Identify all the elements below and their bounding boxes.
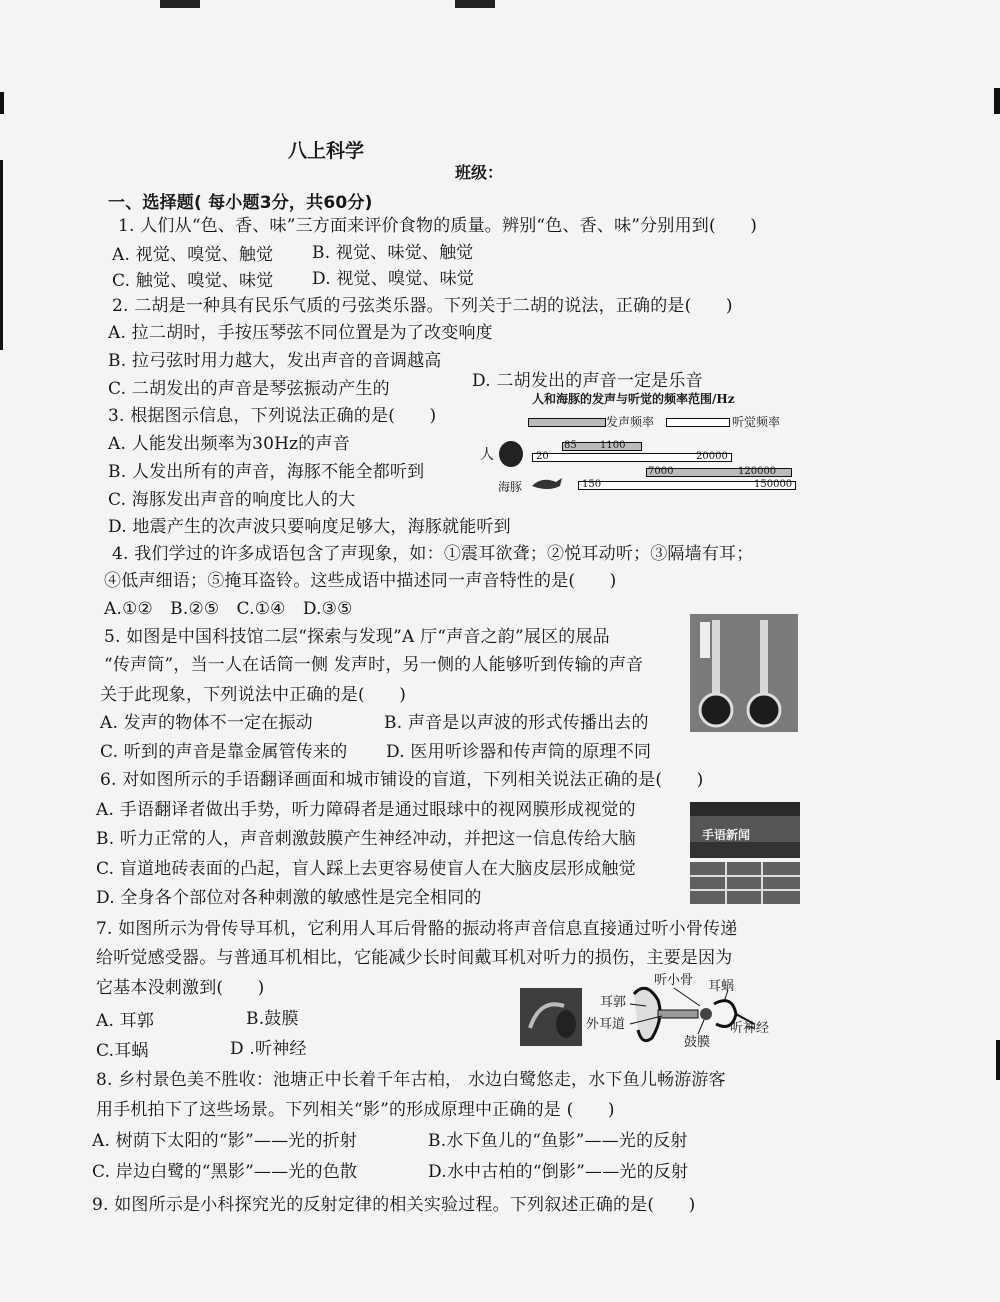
ear-structure-diagram bbox=[586, 974, 786, 1054]
legend-emit-swatch bbox=[528, 418, 606, 427]
section-heading: 一、选择题( 每小题3分，共60分) bbox=[108, 193, 373, 213]
q2-stem: 2. 二胡是一种具有民乐气质的弓弦类乐器。下列关于二胡的说法，正确的是( ) bbox=[112, 296, 733, 316]
speaking-tube-photo bbox=[690, 614, 798, 732]
q1-option-d: D. 视觉、嗅觉、味觉 bbox=[312, 269, 475, 289]
legend-hear-swatch bbox=[666, 418, 730, 427]
q5-stem-line1: 5. 如图是中国科技馆二层“探索与发现”A 厅“声音之韵”展区的展品 bbox=[104, 627, 610, 647]
label-auditory-nerve: 听神经 bbox=[730, 1021, 770, 1036]
q5-option-c: C. 听到的声音是靠金属管传来的 bbox=[100, 742, 348, 762]
q8-option-a: A. 树荫下太阳的“影”——光的折射 bbox=[92, 1131, 358, 1151]
q9-stem: 9. 如图所示是小科探究光的反射定律的相关实验过程。下列叙述正确的是( ) bbox=[92, 1195, 696, 1215]
human-label: 人 bbox=[480, 447, 494, 463]
label-eardrum: 鼓膜 bbox=[684, 1035, 711, 1050]
q3-option-b: B. 人发出所有的声音，海豚不能全都听到 bbox=[108, 462, 425, 482]
q3-option-d: D. 地震产生的次声波只要响度足够大，海豚就能听到 bbox=[108, 517, 511, 537]
q1-option-a: A. 视觉、嗅觉、触觉 bbox=[112, 245, 274, 265]
q3-option-a: A. 人能发出频率为30Hz的声音 bbox=[108, 434, 350, 454]
q7-option-a: A. 耳郭 bbox=[96, 1011, 155, 1031]
legend-emit-label: 发声频率 bbox=[606, 415, 655, 429]
q6-option-c: C. 盲道地砖表面的凸起，盲人踩上去更容易使盲人在大脑皮层形成触觉 bbox=[96, 859, 636, 879]
scan-edge-mark bbox=[0, 160, 3, 350]
label-ossicles: 听小骨 bbox=[654, 973, 694, 988]
human-hear-high: 20000 bbox=[696, 451, 728, 462]
q5-stem-line3: 关于此现象，下列说法中正确的是( ) bbox=[100, 685, 407, 705]
q8-stem-line2: 用手机拍下了这些场景。下列相关“影”的形成原理中正确的是 ( ) bbox=[96, 1100, 615, 1120]
label-auricle: 耳郭 bbox=[600, 995, 627, 1010]
q6-option-b: B. 听力正常的人，声音刺激鼓膜产生神经冲动，并把这一信息传给大脑 bbox=[96, 829, 636, 849]
dolphin-hear-low: 150 bbox=[582, 479, 602, 490]
q7-stem-line1: 7. 如图所示为骨传导耳机，它利用人耳后骨骼的振动将声音信息直接通过听小骨传递 bbox=[96, 919, 738, 939]
q2-option-c: C. 二胡发出的声音是琴弦振动产生的 bbox=[108, 379, 390, 399]
q6-option-a: A. 手语翻译者做出手势，听力障碍者是通过眼球中的视网膜形成视觉的 bbox=[96, 800, 636, 820]
frequency-range-figure bbox=[470, 392, 800, 502]
human-emit-high: 1100 bbox=[600, 440, 626, 451]
q1-stem: 1. 人们从“色、香、味”三方面来评价食物的质量。辨别“色、香、味”分别用到( ) bbox=[118, 216, 758, 236]
human-emit-low: 85 bbox=[564, 440, 577, 451]
q8-option-d: D.水中古柏的“倒影”——光的反射 bbox=[428, 1162, 689, 1182]
q7-option-b: B.鼓膜 bbox=[246, 1009, 299, 1029]
sign-language-caption: 手语新闻 bbox=[702, 828, 751, 842]
q5-option-d: D. 医用听诊器和传声筒的原理不同 bbox=[386, 742, 652, 762]
label-cochlea: 耳蜗 bbox=[708, 979, 735, 994]
dolphin-icon bbox=[530, 474, 564, 494]
q7-option-c: C.耳蜗 bbox=[96, 1041, 149, 1061]
scan-edge-mark bbox=[0, 92, 4, 114]
page-title: 八上科学 bbox=[288, 140, 365, 162]
dolphin-emit-high: 120000 bbox=[738, 466, 777, 477]
q4-stem-line1: 4. 我们学过的许多成语包含了声现象，如：①震耳欲聋；②悦耳动听；③隔墙有耳； bbox=[112, 544, 754, 564]
q1-option-c: C. 触觉、嗅觉、味觉 bbox=[112, 271, 274, 291]
q7-stem-line2: 给听觉感受器。与普通耳机相比，它能减少长时间戴耳机对听力的损伤，主要是因为 bbox=[96, 948, 733, 968]
q4-options: A.①② B.②⑤ C.①④ D.③⑤ bbox=[104, 599, 353, 619]
q1-option-b: B. 视觉、味觉、触觉 bbox=[312, 243, 474, 263]
q3-option-c: C. 海豚发出声音的响度比人的大 bbox=[108, 490, 356, 510]
q5-stem-line2: “传声筒”，当一人在话筒一侧 发声时，另一侧的人能够听到传输的声音 bbox=[104, 655, 644, 675]
dolphin-label: 海豚 bbox=[498, 480, 523, 494]
dolphin-emit-low: 7000 bbox=[648, 466, 674, 477]
sign-language-news-photo bbox=[690, 802, 800, 858]
class-label: 班级： bbox=[455, 163, 504, 182]
human-head-icon bbox=[494, 438, 528, 470]
q2-option-d: D. 二胡发出的声音一定是乐音 bbox=[472, 371, 703, 391]
legend-hear-label: 听觉频率 bbox=[732, 415, 781, 429]
q2-option-b: B. 拉弓弦时用力越大，发出声音的音调越高 bbox=[108, 351, 442, 371]
q5-option-b: B. 声音是以声波的形式传播出去的 bbox=[384, 713, 649, 733]
q7-option-d: D .听神经 bbox=[230, 1039, 307, 1059]
scan-edge-mark bbox=[994, 88, 1000, 114]
bone-conduction-headphone-photo bbox=[520, 988, 582, 1046]
q6-stem: 6. 对如图所示的手语翻译画面和城市铺设的盲道，下列相关说法正确的是( ) bbox=[100, 770, 704, 790]
dolphin-hear-high: 150000 bbox=[754, 479, 793, 490]
human-hear-low: 20 bbox=[536, 451, 549, 462]
scan-artifact-top bbox=[0, 0, 1000, 10]
label-ear-canal: 外耳道 bbox=[586, 1017, 626, 1032]
scan-edge-mark bbox=[996, 1040, 1000, 1080]
q8-option-c: C. 岸边白鹭的“黑影”——光的色散 bbox=[92, 1162, 358, 1182]
q4-stem-line2: ④低声细语；⑤掩耳盗铃。这些成语中描述同一声音特性的是( ) bbox=[104, 571, 617, 591]
q6-option-d: D. 全身各个部位对各种刺激的敏感性是完全相同的 bbox=[96, 888, 482, 908]
q7-stem-line3: 它基本没刺激到( ) bbox=[96, 978, 265, 998]
figure-title: 人和海豚的发声与听觉的频率范围/Hz bbox=[532, 392, 735, 406]
q8-option-b: B.水下鱼儿的“鱼影”——光的反射 bbox=[428, 1131, 688, 1151]
q8-stem-line1: 8. 乡村景色美不胜收：池塘正中长着千年古柏， 水边白鹭悠走，水下鱼儿畅游游客 bbox=[96, 1070, 726, 1090]
tactile-paving-photo bbox=[690, 862, 800, 904]
q5-option-a: A. 发声的物体不一定在振动 bbox=[100, 713, 313, 733]
q3-stem: 3. 根据图示信息，下列说法正确的是( ) bbox=[108, 406, 437, 426]
q2-option-a: A. 拉二胡时，手按压琴弦不同位置是为了改变响度 bbox=[108, 323, 493, 343]
